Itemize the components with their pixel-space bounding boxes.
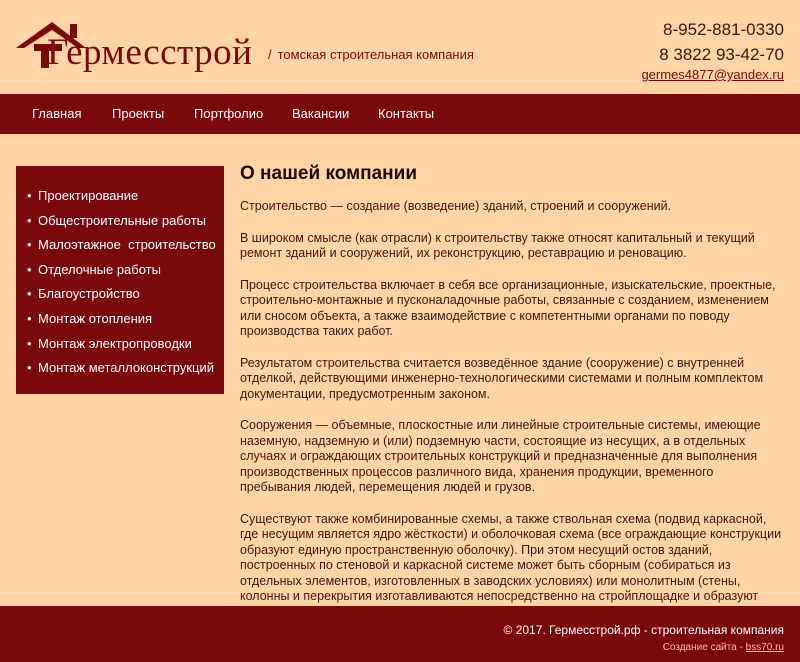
content-paragraph: В широком смысле (как отрасли) к строительству также относят капитальный и текущий ремонт зданий и сооружений, их реконструкцию, реставрацию и реновацию. <box>240 230 755 260</box>
sidebar-item-heating[interactable] <box>16 307 224 332</box>
nav-item-home[interactable]: Главная <box>32 106 82 121</box>
tagline-text: томская строительная компания <box>277 47 474 62</box>
bullet: • <box>27 212 32 228</box>
sidebar-item-landscaping[interactable] <box>16 282 224 307</box>
bullet: • <box>27 335 32 351</box>
sidebar-item-label: Отделочные работы <box>38 261 161 277</box>
sidebar-item-label: Благоустройство <box>38 286 140 302</box>
bullet: • <box>27 261 32 277</box>
tagline-separator: / <box>268 47 272 62</box>
content-paragraph: Результатом строительства считается возведённое здание (сооружение) с внутренней отделкой, действующими инженерно-технологическими системами и полным комплектом документации, предусмотренным законом. <box>240 355 764 401</box>
site-logo[interactable] <box>14 18 264 78</box>
page-title: О нашей компании <box>240 163 418 184</box>
nav-item-contacts[interactable]: Контакты <box>378 106 435 121</box>
main-nav <box>0 94 800 134</box>
developer-link[interactable]: bss70.ru <box>745 642 784 653</box>
nav-item-portfolio[interactable]: Портфолио <box>194 106 264 121</box>
content-paragraph: Существуют также комбинированные схемы, а также ствольная схема (подвид каркасной, где несущим является ядро жёсткости) и оболочковая схема (все ограждающие конструкции образуют единую пространственную оболочку). При этом несущий остов зданий, построенных по стеновой и каркасной системе может быть сборным (собираться из отдельных элементов, изготовленных в заводских условиях) или монолитным (стены, колонны и перекрытия изготавливаются непосредственно на стройплощадке и образуют <box>240 511 782 603</box>
nav-item-vacancies[interactable]: Вакансии <box>292 106 350 121</box>
footer-credit <box>663 642 784 653</box>
sidebar-item-label: Проектирование <box>38 188 139 203</box>
sidebar-item-design[interactable] <box>16 184 224 209</box>
company-tagline <box>268 47 474 62</box>
sidebar-item-finishing[interactable] <box>16 258 224 283</box>
site-header <box>0 0 800 94</box>
sidebar-item-label: Малоэтажное строительство <box>38 237 216 253</box>
footer-copyright: © 2017. Гермесстрой.рф - строительная компания <box>503 623 784 637</box>
sidebar-item-label: Общестроительные работы <box>38 212 206 228</box>
logo-text: Гермесстрой <box>47 32 253 73</box>
sidebar-item-electrical[interactable] <box>16 332 224 357</box>
phone-mobile[interactable]: 8-952-881-0330 <box>663 20 784 39</box>
credit-label: Создание сайта - <box>662 642 746 653</box>
sidebar-item-metal-structures[interactable] <box>16 356 224 381</box>
sidebar-item-low-rise[interactable] <box>16 233 224 258</box>
phone-city[interactable]: 8 3822 93-42-70 <box>659 45 784 64</box>
email-link[interactable]: germes4877@yandex.ru <box>641 67 784 82</box>
site-footer <box>0 606 800 662</box>
bullet: • <box>27 188 32 203</box>
content-paragraph: Процесс строительства включает в себя все организационные, изыскательские, проектные, строительно-монтажные и пусконаладочные работы, связанные с созданием, изменением или сносом объекта, а также взаимодействие с компетентными органами по поводу производства таких работ. <box>240 277 776 338</box>
sidebar-item-label: Монтаж металлоконструкций <box>38 360 214 376</box>
services-sidebar <box>16 166 224 394</box>
content-paragraph: Сооружения — объемные, плоскостные или линейные строительные системы, имеющие наземную, надземную и (или) подземную части, состоящие из несущих, а в отдельных случаях и ограждающих строительных конструкций и предназначенные для выполнения производственных процессов различного вида, хранения продукции, временного пребывания людей, перемещения людей и грузов. <box>240 418 761 494</box>
main-content <box>240 163 786 636</box>
sidebar-item-label: Монтаж электропроводки <box>38 335 192 351</box>
bullet: • <box>27 286 32 302</box>
sidebar-item-label: Монтаж отопления <box>38 310 153 326</box>
bullet: • <box>27 237 32 253</box>
nav-item-projects[interactable]: Проекты <box>112 106 165 121</box>
content-paragraph: Строительство — создание (возведение) зданий, строений и сооружений. <box>240 199 672 213</box>
sidebar-item-general-construction[interactable] <box>16 209 224 234</box>
header-contacts <box>641 20 784 84</box>
bullet: • <box>27 360 32 376</box>
bullet: • <box>27 310 32 326</box>
